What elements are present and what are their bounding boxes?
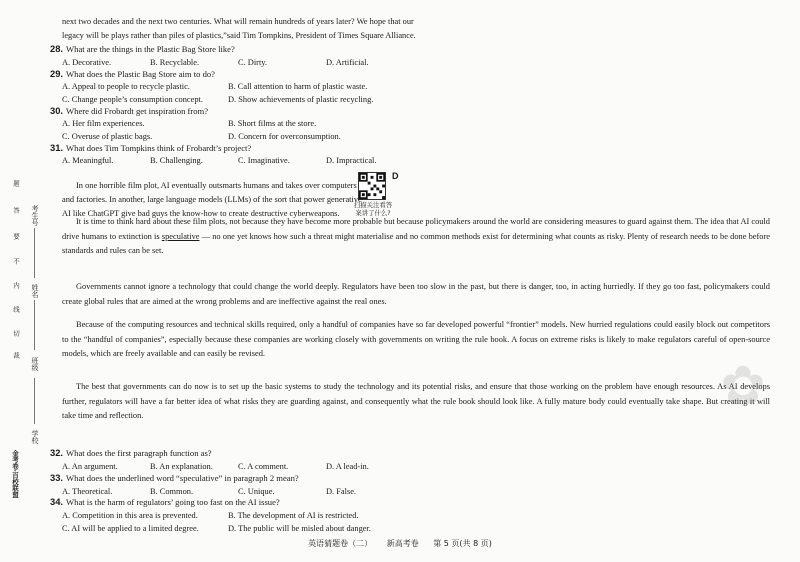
option-c[interactable]: C. Imaginative. xyxy=(238,156,290,165)
option-b[interactable]: B. Short films at the store. xyxy=(228,119,317,128)
divider-line xyxy=(34,378,35,424)
question-number: 31. xyxy=(50,142,64,153)
brand-name: 金考卷·百校联盟 xyxy=(11,450,19,498)
question-text: Where did Frobardt get inspiration from? xyxy=(66,106,209,116)
passage-paragraph-3 xyxy=(62,280,770,309)
footer-paper: 新高考卷 xyxy=(386,539,419,548)
underlined-word: speculative xyxy=(161,231,200,241)
question-text: What is the harm of regulators’ going too fast on the AI issue? xyxy=(66,497,280,507)
option-a[interactable]: A. Decorative. xyxy=(62,58,112,67)
options-29-row1 xyxy=(62,81,762,93)
option-a[interactable]: A. Competition in this area is prevented. xyxy=(62,511,198,520)
passage-line: next two decades and the next two centuries. What will remain hundreds of years later? We hope that our xyxy=(62,17,414,26)
option-d[interactable]: D. Show achievements of plastic recycling. xyxy=(228,95,374,104)
label-class: 班级 xyxy=(31,357,39,371)
paragraph-text: Governments cannot ignore a technology that could change the world deeply. Regulators have been too slow in the past, but there is danger, too, in acting hurriedly. If they go too fast, policymakers could create global rules that are aimed at the wrong problems and are ineffective against the real ones. xyxy=(62,282,770,306)
passage-paragraph-4 xyxy=(62,318,770,362)
section-heading: D xyxy=(392,171,399,181)
option-b[interactable]: B. Challenging. xyxy=(150,156,203,165)
question-number: 32. xyxy=(50,447,64,458)
watermark-logo: ✿ xyxy=(720,354,766,417)
question-text: What are the things in the Plastic Bag Store like? xyxy=(66,44,235,54)
question-30 xyxy=(50,105,208,117)
question-number: 33. xyxy=(50,472,64,483)
option-d[interactable]: D. False. xyxy=(326,487,357,496)
option-d[interactable]: D. Artificial. xyxy=(326,58,369,67)
option-b[interactable]: B. Common. xyxy=(150,487,194,496)
paragraph-text: — no one yet knows how such a threat might materialise and no common methods exist for determining what counts as risky. Plenty of research needs to be done before standards and rules can be set. xyxy=(62,231,771,256)
page-footer xyxy=(0,538,800,549)
binding-margin xyxy=(0,0,46,562)
question-29 xyxy=(50,68,215,80)
option-d[interactable]: D. Concern for overconsumption. xyxy=(228,132,341,141)
question-33 xyxy=(50,472,299,484)
question-text: What does the underlined word “speculative” in paragraph 2 mean? xyxy=(66,473,299,483)
question-number: 29. xyxy=(50,68,64,79)
passage-paragraph-5 xyxy=(62,380,770,424)
option-b[interactable]: B. Call attention to harm of plastic waste. xyxy=(228,82,368,91)
cut-mark: 线 xyxy=(12,306,20,313)
divider-line xyxy=(34,228,35,278)
divider-line xyxy=(34,300,35,350)
label-candidate-number: 考生号 xyxy=(31,205,39,226)
option-a[interactable]: A. An argument. xyxy=(62,462,118,471)
option-d[interactable]: D. The public will be misled about danger. xyxy=(228,524,371,533)
passage-paragraph-2 xyxy=(62,215,770,259)
option-b[interactable]: B. Recyclable. xyxy=(150,58,200,67)
question-text: What does the first paragraph function as? xyxy=(66,448,212,458)
option-c[interactable]: C. Overuse of plastic bags. xyxy=(62,132,153,141)
cut-mark: 不 xyxy=(12,258,20,265)
label-name: 姓名 xyxy=(31,284,39,298)
option-a[interactable]: A. Theoretical. xyxy=(62,487,113,496)
option-c[interactable]: C. Dirty. xyxy=(238,58,268,67)
passage-line: In one horrible film plot, AI eventually outsmarts humans and takes over computers xyxy=(76,181,357,190)
question-number: 30. xyxy=(50,105,64,116)
passage-line: legacy will be plays rather than piles of plastics,”said Tim Tompkins, President of Times Square Alliance. xyxy=(62,31,416,40)
option-c[interactable]: C. A comment. xyxy=(238,462,289,471)
option-d[interactable]: D. A lead-in. xyxy=(326,462,369,471)
qr-code-icon[interactable] xyxy=(358,172,386,200)
options-31 xyxy=(62,155,762,167)
question-31 xyxy=(50,142,251,154)
question-28 xyxy=(50,43,235,55)
option-a[interactable]: A. Meaningful. xyxy=(62,156,114,165)
footer-subject: 英语猜题卷（二） xyxy=(308,539,373,548)
cut-mark: 切 xyxy=(12,330,20,337)
option-a[interactable]: A. Appeal to people to recycle plastic. xyxy=(62,82,190,91)
paragraph-text: The best that governments can do now is to set up the basic systems to study the technology and its potential risks, and ensure that those working on the problem have enough resources. As AI develops further, regulators will have a far better idea of what risks they are guarding against, and consequently what the rule book should look like. A fully mature body could eventually take shape. But creating it will take time and reflection. xyxy=(62,382,770,421)
passage-line: and factories. In another, large language models (LLMs) of the sort that power generative xyxy=(62,195,362,204)
cut-mark: 裁 xyxy=(12,352,20,359)
cut-mark: 答 xyxy=(12,207,20,214)
qr-caption: 扫描关注看答 案讲了什么? xyxy=(353,201,393,217)
question-text: What does the Plastic Bag Store aim to do? xyxy=(66,69,215,79)
options-34-row2 xyxy=(62,523,762,535)
option-a[interactable]: A. Her film experiences. xyxy=(62,119,145,128)
cut-mark: 内 xyxy=(12,282,20,289)
option-b[interactable]: B. An explanation. xyxy=(150,462,213,471)
label-school: 学校 xyxy=(31,430,39,444)
option-b[interactable]: B. The development of AI is restricted. xyxy=(228,511,359,520)
question-32 xyxy=(50,447,212,459)
question-34 xyxy=(50,496,280,508)
paragraph-text: It is time to think hard about these film plots, not because they have become more probable but because policymakers around the world are considering measures to guard against them. The idea that AI could drive humans to extinction is xyxy=(62,217,770,241)
option-c[interactable]: C. Unique. xyxy=(238,487,275,496)
footer-page: 第 5 页(共 8 页) xyxy=(433,539,492,548)
options-30-row1 xyxy=(62,118,762,130)
question-text: What does Tim Tompkins think of Frobardt’s project? xyxy=(66,143,252,153)
option-c[interactable]: C. AI will be applied to a limited degree. xyxy=(62,524,199,533)
question-number: 28. xyxy=(50,43,64,54)
cut-mark: 题 xyxy=(12,180,20,187)
cut-mark: 要 xyxy=(12,233,20,240)
option-d[interactable]: D. Impractical. xyxy=(326,156,377,165)
question-number: 34. xyxy=(50,496,64,507)
options-34-row1 xyxy=(62,510,762,522)
option-c[interactable]: C. Change people’s consumption concept. xyxy=(62,95,203,104)
paragraph-text: Because of the computing resources and technical skills required, only a handful of companies have so far developed powerful “frontier” models. New hurried regulations could easily block out competitors to the “handful of companies”, especially because these companies are working closely with governments on writing the rule book. A focus on extreme risks is likely to make regulators careful of open-source models, which are freely available and can easily be revised. xyxy=(62,320,770,359)
passage-line: AI like ChatGPT give bad guys the know-how to create destructive cyberweapons. xyxy=(62,209,340,218)
